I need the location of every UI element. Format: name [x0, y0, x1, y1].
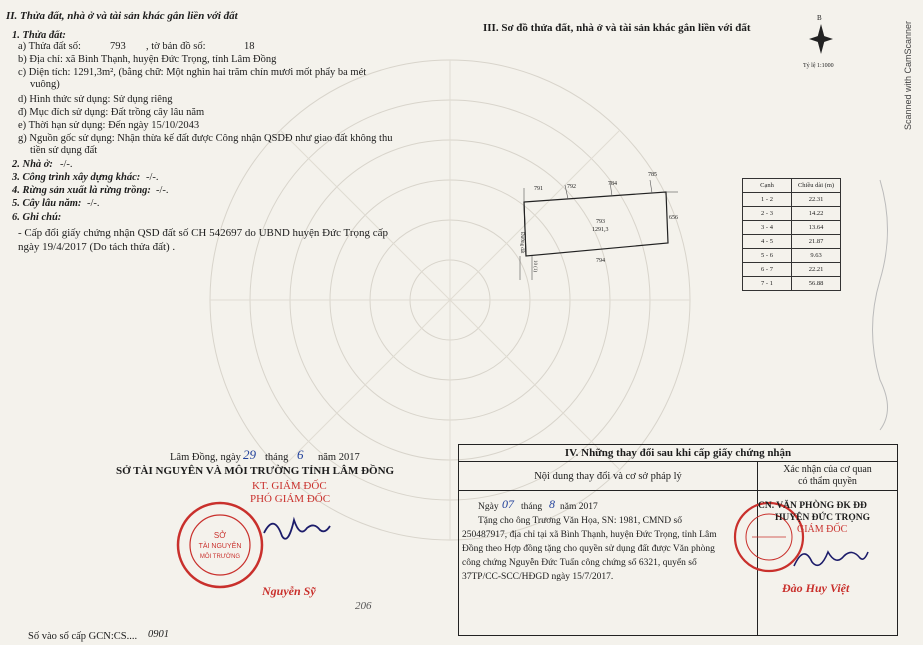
- neighbor-656: 656: [669, 215, 678, 221]
- table-row: [743, 235, 841, 249]
- edge-cell: 3 - 4: [743, 221, 792, 235]
- map-sheet-label: , tờ bản đồ số:: [146, 41, 206, 52]
- change-date-month-label: tháng: [521, 502, 543, 512]
- scanner-watermark: Scanned with CamScanner: [903, 20, 913, 130]
- table-row: [743, 263, 841, 277]
- note-title: 6. Ghi chú:: [12, 212, 62, 223]
- sign-date-month: 6: [297, 447, 304, 462]
- neighbor-791: 791: [534, 186, 543, 192]
- neighbor-792: 792: [567, 184, 576, 190]
- sign-date-year: năm 2017: [318, 452, 360, 463]
- origin-line-2: tiền sử dụng đất: [30, 145, 98, 156]
- sign-date-month-label: tháng: [265, 452, 289, 463]
- parcel-number: 793: [110, 41, 126, 52]
- change-line-5: 37TP/CC-SCC/HĐGD ngày 15/7/2017.: [462, 572, 614, 582]
- col-confirm-line-1: Xác nhận của cơ quan: [783, 464, 872, 475]
- perennial-value: -/-.: [87, 198, 100, 209]
- address: b) Địa chỉ: xã Bình Thạnh, huyện Đức Trọng, tỉnh Lâm Đồng: [18, 54, 277, 65]
- confirm-signer-name: Đào Huy Việt: [782, 581, 850, 595]
- table-header-row: [743, 179, 841, 193]
- edge-cell: 6 - 7: [743, 263, 792, 277]
- length-cell: 14.22: [792, 207, 841, 221]
- use-form: d) Hình thức sử dụng: Sử dụng riêng: [18, 94, 173, 105]
- change-date-day: 07: [502, 497, 514, 511]
- table-row: [743, 277, 841, 291]
- svg-text:SỞ: SỞ: [213, 531, 227, 540]
- house-label: 2. Nhà ở:: [12, 159, 53, 170]
- table-row: [743, 193, 841, 207]
- neighbor-785: 785: [648, 172, 657, 178]
- confirm-signature: [790, 538, 870, 578]
- signer-name: Nguyễn Sỹ: [262, 584, 316, 598]
- section-2-title: II. Thửa đất, nhà ở và tài sản khác gắn liền với đất: [6, 10, 238, 22]
- north-label: B: [817, 14, 822, 22]
- construction-value: -/-.: [146, 172, 159, 183]
- sign-role: PHÓ GIÁM ĐỐC: [250, 493, 331, 505]
- area-line-1: c) Diện tích: 1291,3m², (bằng chữ: Một nghìn hai trăm chín mươi mốt phẩy ba mét: [18, 67, 367, 78]
- plot-center-area: 1291,3: [592, 227, 609, 233]
- table-row: [743, 221, 841, 235]
- house-value: -/-.: [60, 159, 73, 170]
- length-cell: 13.64: [792, 221, 841, 235]
- authority-seal: [175, 500, 265, 590]
- sign-date-day: 29: [243, 447, 256, 462]
- register-number-value: 0901: [148, 629, 169, 640]
- edge-cell: 4 - 5: [743, 235, 792, 249]
- parcel-label: a) Thửa đất số:: [18, 41, 81, 52]
- neighbor-784: 784: [608, 181, 617, 187]
- perennial-label: 5. Cây lâu năm:: [12, 198, 82, 209]
- item-1-title: 1. Thửa đất:: [12, 30, 66, 41]
- length-cell: 22.31: [792, 193, 841, 207]
- north-arrow-icon: [807, 18, 835, 60]
- forest-value: -/-.: [156, 185, 169, 196]
- edge-cell: 1 - 2: [743, 193, 792, 207]
- sign-date-prefix: Lâm Đồng, ngày: [170, 452, 241, 463]
- forest-label: 4. Rừng sản xuất là rừng trồng:: [12, 185, 151, 196]
- length-cell: 56.88: [792, 277, 841, 291]
- col-content-header: Nội dung thay đổi và cơ sở pháp lý: [459, 462, 758, 491]
- section-3-title: III. Sơ đồ thửa đất, nhà ở và tài sản khác gắn liền với đất: [483, 22, 751, 34]
- plot-center-id: 793: [596, 219, 605, 225]
- confirm-org-line-1: CN. VĂN PHÒNG ĐK ĐĐ: [758, 501, 867, 511]
- change-date-prefix: Ngày: [478, 502, 499, 512]
- change-line-3: Đồng theo Hợp đồng tặng cho quyền sử dụng đất được Văn phòng: [462, 544, 715, 554]
- header-edge: Cạnh: [743, 179, 792, 193]
- length-cell: 9.63: [792, 249, 841, 263]
- change-date-year: năm 2017: [560, 502, 598, 512]
- col-confirm-line-2: có thẩm quyền: [798, 476, 857, 487]
- svg-text:TÀI NGUYÊN: TÀI NGUYÊN: [198, 543, 242, 550]
- table-row: [743, 207, 841, 221]
- change-line-1: Tặng cho ông Trương Văn Họa, SN: 1981, CMND số: [478, 516, 682, 526]
- map-scale: Tỷ lệ 1:1000: [803, 63, 834, 69]
- confirm-org-line-2: HUYỆN ĐỨC TRỌNG: [775, 513, 871, 523]
- change-line-4: công chứng Nguyễn Đức Tuấn công chứng số 6321, quyển số: [462, 558, 697, 568]
- handwritten-number: 206: [355, 600, 372, 612]
- edge-lengths-table: [742, 178, 841, 291]
- road-label: Đường đất: [519, 232, 524, 254]
- length-cell: 22.21: [792, 263, 841, 277]
- sign-deputy-label: KT. GIÁM ĐỐC: [252, 480, 327, 492]
- section-4-title: IV. Những thay đổi sau khi cấp giấy chứng nhận: [459, 445, 898, 462]
- change-date-month: 8: [549, 497, 555, 511]
- issuing-authority: SỞ TÀI NGUYÊN VÀ MÔI TRƯỜNG TỈNH LÂM ĐỒNG: [116, 465, 395, 477]
- table-row: [743, 249, 841, 263]
- change-line-2: 250487917, địa chỉ tại xã Bình Thạnh, huyện Đức Trọng, tỉnh Lâm: [462, 530, 717, 540]
- note-line-1: - Cấp đổi giấy chứng nhận QSD đất số CH 542697 do UBND huyện Đức Trọng cấp: [18, 227, 389, 239]
- area-line-2: vuông): [30, 79, 60, 90]
- use-purpose: đ) Mục đích sử dụng: Đất trồng cây lâu năm: [18, 107, 205, 118]
- svg-text:MÔI TRƯỜNG: MÔI TRƯỜNG: [199, 554, 241, 560]
- origin-line-1: g) Nguồn gốc sử dụng: Nhận thừa kế đất được Công nhận QSDĐ như giao đất không thu: [18, 133, 393, 144]
- use-term: e) Thời hạn sử dụng: Đến ngày 15/10/2043: [18, 120, 200, 131]
- length-cell: 21.87: [792, 235, 841, 249]
- note-line-2: ngày 19/4/2017 (Do tách thửa đất) .: [18, 241, 176, 253]
- road-width-label: 10 (1): [532, 260, 537, 273]
- map-sheet-number: 18: [244, 41, 255, 52]
- edge-cell: 7 - 1: [743, 277, 792, 291]
- header-length: Chiều dài (m): [792, 179, 841, 193]
- construction-label: 3. Công trình xây dựng khác:: [12, 172, 141, 183]
- deputy-signature: [262, 508, 332, 548]
- confirm-role: GIÁM ĐỐC: [797, 524, 848, 535]
- edge-cell: 2 - 3: [743, 207, 792, 221]
- neighbor-794: 794: [596, 258, 605, 264]
- register-number-label: Số vào sổ cấp GCN:CS....: [28, 631, 138, 642]
- col-confirm-header: [758, 462, 898, 491]
- edge-cell: 5 - 6: [743, 249, 792, 263]
